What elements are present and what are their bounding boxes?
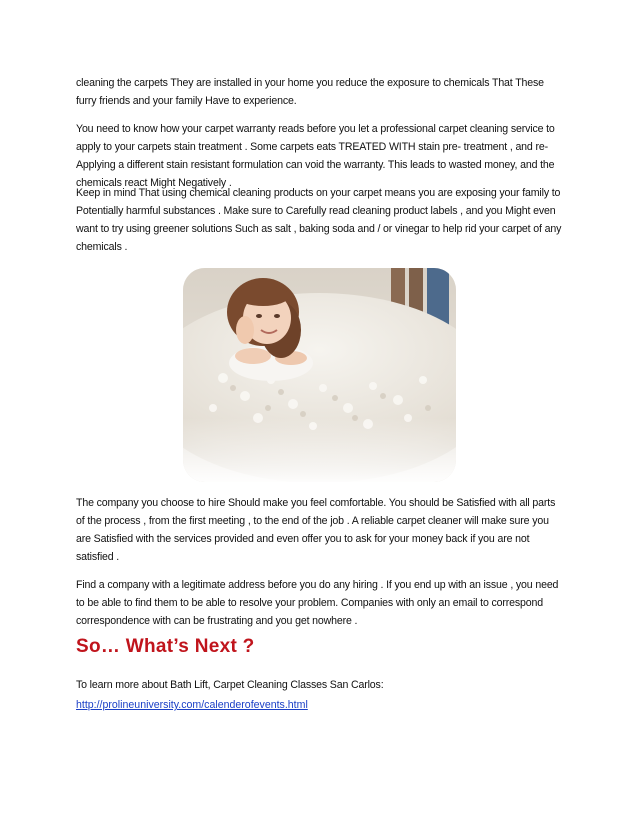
- paragraph-legitimate-address: Find a company with a legitimate address before you do any hiring . If you end up with an issue , you need to be able to find them to be able to resolve your problem. Companies with only an email to correspond correspondence with can be frustrating and you get nowhere .: [76, 579, 559, 627]
- paragraph-chemicals: Keep in mind That using chemical cleaning products on your carpet means you are exposing your family to Potentially harmful substances . Make sure to Carefully read cleaning product labels , and you Might even want to try using greener solutions Such as salt , baking soda and / or vinegar to help rid your carpet of any chemicals .: [76, 187, 562, 253]
- whats-next-heading: So… What’s Next ?: [76, 636, 255, 657]
- paragraph-exposure: cleaning the carpets They are installed in your home you reduce the exposure to chemicals That These furry friends and your family Have to experience.: [76, 77, 544, 107]
- proline-events-link[interactable]: http://prolineuniversity.com/calenderofevents.html: [76, 699, 308, 711]
- girl-on-carpet-photo: [183, 268, 456, 482]
- paragraph-warranty: You need to know how your carpet warranty reads before you let a professional carpet cleaning service to apply to your carpets stain treatment . Some carpets eats TREATED WITH stain pre- treatment , and re- Applying a different stain resistant formulation can void the warranty. This leads to wasted money, and the chemicals react Might Negatively .: [76, 123, 555, 189]
- paragraph-company-choice: The company you choose to hire Should make you feel comfortable. You should be Satisfied with all parts of the process , from the first meeting , to the end of the job . A reliable carpet cleaner will make sure you are Satisfied with the services provided and even offer you to ask for your money back if you are not satisfied .: [76, 497, 556, 563]
- learn-more-text: To learn more about Bath Lift, Carpet Cleaning Classes San Carlos:: [76, 679, 384, 691]
